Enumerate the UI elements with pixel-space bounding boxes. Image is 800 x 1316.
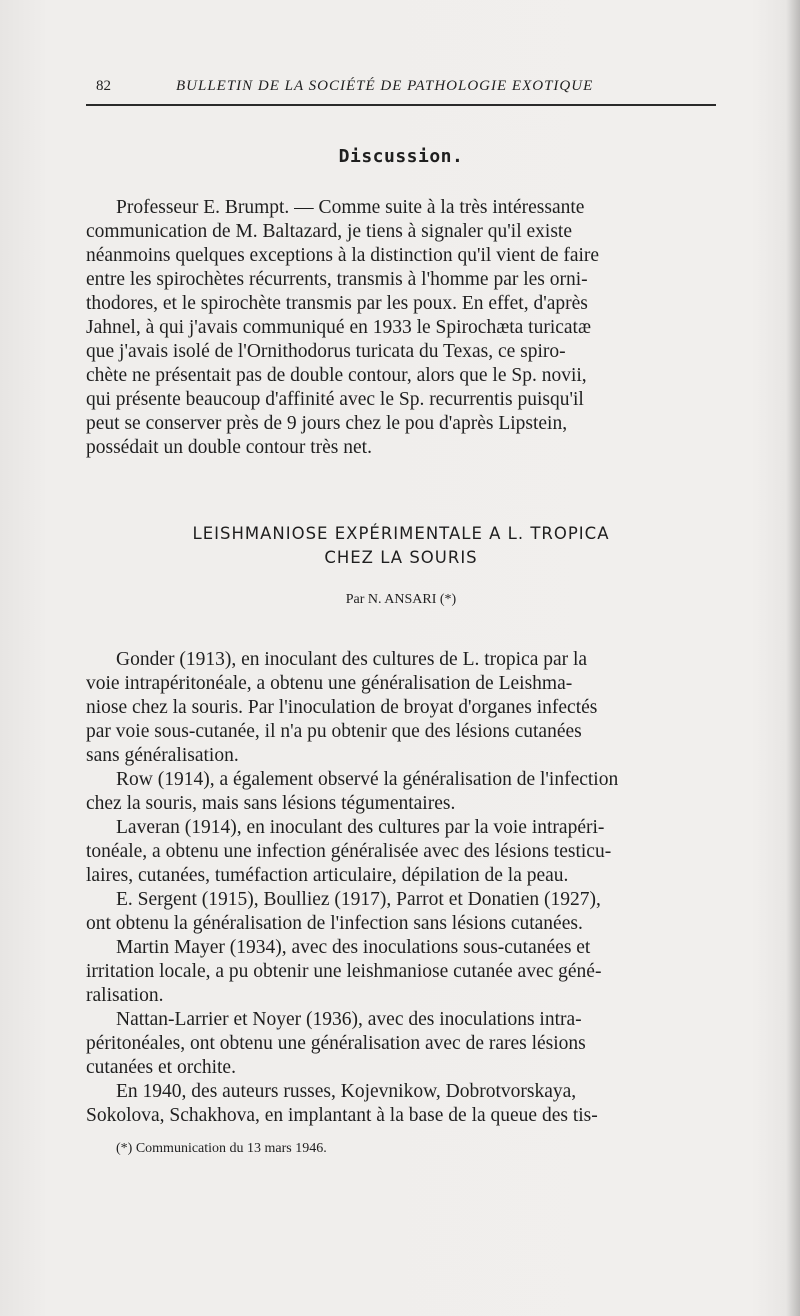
discussion-paragraph bbox=[86, 196, 712, 460]
text-line: qui présente beaucoup d'affinité avec le Sp. recurrentis puisqu'il bbox=[86, 389, 584, 410]
text-line: irritation locale, a pu obtenir une leishmaniose cutanée avec géné- bbox=[86, 961, 602, 982]
text-line: ralisation. bbox=[86, 985, 164, 1006]
text-line: Martin Mayer (1934), avec des inoculations sous-cutanées et bbox=[116, 937, 591, 958]
text-line: possédait un double contour très net. bbox=[86, 437, 372, 458]
text-line: Nattan-Larrier et Noyer (1936), avec des inoculations intra- bbox=[116, 1009, 582, 1030]
text-line: sans généralisation. bbox=[86, 745, 239, 766]
text-line: thodores, et le spirochète transmis par les poux. En effet, d'après bbox=[86, 293, 588, 314]
article-body bbox=[86, 648, 712, 1128]
running-title: BULLETIN DE LA SOCIÉTÉ DE PATHOLOGIE EXOTIQUE bbox=[176, 78, 594, 94]
page-spine-shadow bbox=[786, 0, 800, 1316]
text-line: Jahnel, à qui j'avais communiqué en 1933 le Spirochæta turicatæ bbox=[86, 317, 591, 338]
article-byline: Par N. ANSARI (*) bbox=[345, 592, 457, 607]
discussion-heading: Discussion. bbox=[338, 146, 464, 167]
article-subtitle: CHEZ LA SOURIS bbox=[324, 548, 478, 567]
text-line: chez la souris, mais sans lésions tégumentaires. bbox=[86, 793, 456, 814]
text-line: que j'avais isolé de l'Ornithodorus turicata du Texas, ce spiro- bbox=[86, 341, 566, 362]
text-line: cutanées et orchite. bbox=[86, 1057, 236, 1078]
running-header bbox=[86, 74, 716, 104]
article-title: LEISHMANIOSE EXPÉRIMENTALE A L. TROPICA bbox=[192, 524, 610, 543]
text-line: chète ne présentait pas de double contour, alors que le Sp. novii, bbox=[86, 365, 587, 386]
text-line: néanmoins quelques exceptions à la distinction qu'il vient de faire bbox=[86, 245, 600, 266]
text-line: Professeur E. Brumpt. — Comme suite à la très intéressante bbox=[116, 197, 585, 218]
text-line: voie intrapéritonéale, a obtenu une généralisation de Leishma- bbox=[86, 673, 573, 694]
page-number: 82 bbox=[96, 78, 111, 94]
text-line: ont obtenu la généralisation de l'infection sans lésions cutanées. bbox=[86, 913, 583, 934]
footnote: (*) Communication du 13 mars 1946. bbox=[116, 1141, 327, 1156]
header-rule bbox=[86, 104, 716, 106]
text-line: peut se conserver près de 9 jours chez le pou d'après Lipstein, bbox=[86, 413, 568, 434]
text-line: laires, cutanées, tuméfaction articulaire, dépilation de la peau. bbox=[86, 865, 569, 886]
text-line: entre les spirochètes récurrents, transmis à l'homme par les orni- bbox=[86, 269, 588, 290]
text-line: tonéale, a obtenu une infection généralisée avec des lésions testicu- bbox=[86, 841, 612, 862]
text-line: En 1940, des auteurs russes, Kojevnikow, Dobrotvorskaya, bbox=[116, 1081, 577, 1102]
text-line: E. Sergent (1915), Boulliez (1917), Parrot et Donatien (1927), bbox=[116, 889, 601, 910]
text-line: Sokolova, Schakhova, en implantant à la base de la queue des tis- bbox=[86, 1105, 598, 1126]
text-line: Row (1914), a également observé la généralisation de l'infection bbox=[116, 769, 619, 790]
text-line: Laveran (1914), en inoculant des cultures par la voie intrapéri- bbox=[116, 817, 605, 838]
text-line: par voie sous-cutanée, il n'a pu obtenir que des lésions cutanées bbox=[86, 721, 582, 742]
text-line: péritonéales, ont obtenu une généralisation avec de rares lésions bbox=[86, 1033, 586, 1054]
text-line: niose chez la souris. Par l'inoculation de broyat d'organes infectés bbox=[86, 697, 598, 718]
text-line: Gonder (1913), en inoculant des cultures de L. tropica par la bbox=[116, 649, 588, 670]
text-line: communication de M. Baltazard, je tiens à signaler qu'il existe bbox=[86, 221, 572, 242]
